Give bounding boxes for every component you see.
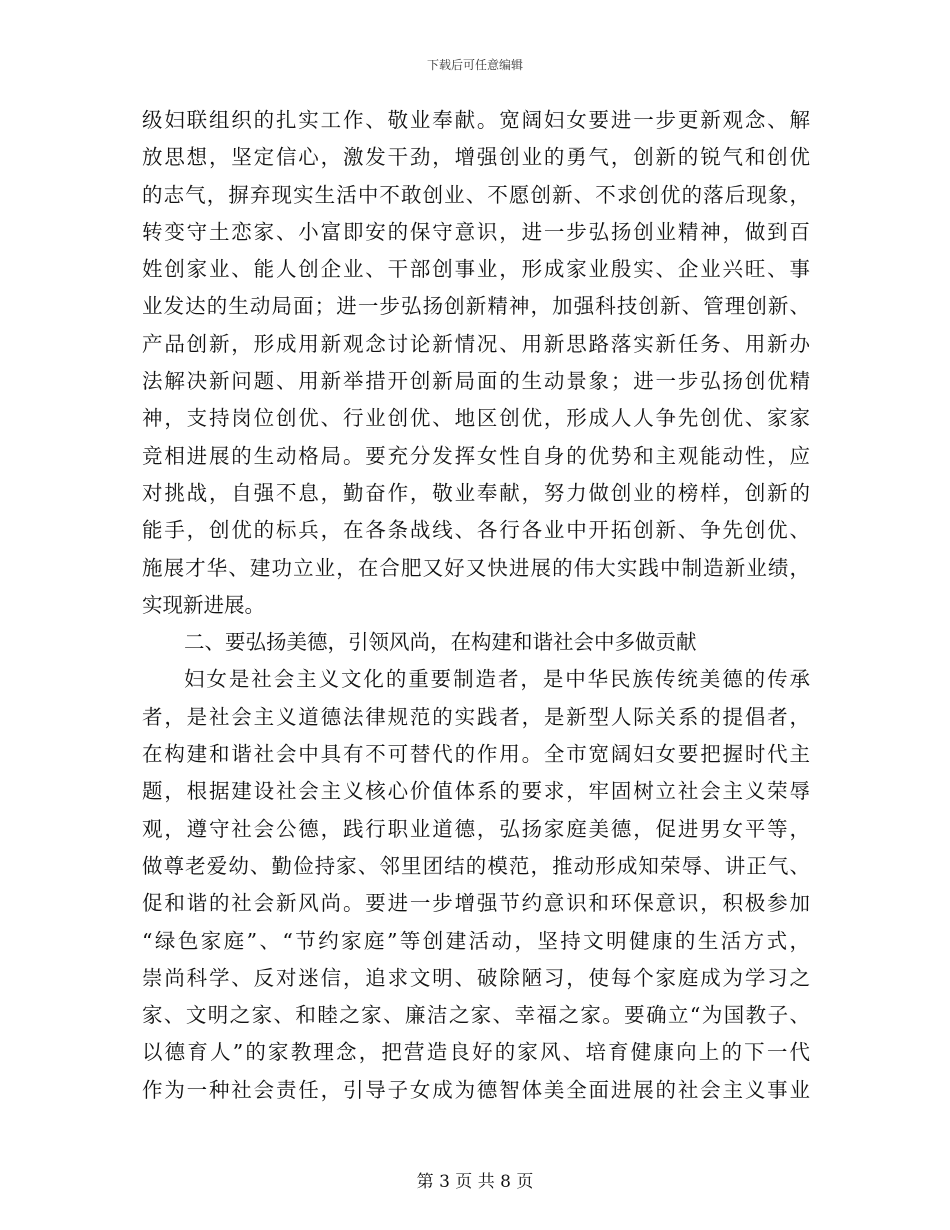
body-line: 姓创家业、能人创企业、干部创事业，形成家业殷实、企业兴旺、事 [142,257,810,282]
body-line: 级妇联组织的扎实工作、敬业奉献。宽阔妇女要进一步更新观念、解 [142,108,810,132]
body-line: “绿色家庭”、“节约家庭”等创建活动，坚持文明健康的生活方式， [142,928,810,953]
body-line: 产品创新，形成用新观念讨论新情况、用新思路落实新任务、用新办 [142,331,810,356]
body-line: 妇女是社会主义文化的重要制造者，是中华民族传统美德的传承 [184,667,810,692]
body-line: 者，是社会主义道德法律规范的实践者，是新型人际关系的提倡者， [142,704,810,729]
body-line: 法解决新问题、用新举措开创新局面的生动景象；进一步弘扬创优精 [142,369,810,394]
body-line: 神，支持岗位创优、行业创优、地区创优，形成人人争先创优、家家 [142,406,810,431]
body-line: 竞相进展的生动格局。要充分发挥女性自身的优势和主观能动性，应 [142,443,810,468]
body-line: 实现新进展。 [142,592,265,617]
document-body [142,102,810,1109]
body-line: 题，根据建设社会主义核心价值体系的要求，牢固树立社会主义荣辱 [142,779,810,804]
body-line: 业发达的生动局面；进一步弘扬创新精神，加强科技创新、管理创新、 [142,294,810,319]
body-line: 转变守土恋家、小富即安的保守意识，进一步弘扬创业精神，做到百 [142,219,810,244]
page-number-footer: 第 3 页 共 8 页 [416,1172,534,1192]
body-line: 做尊老爱幼、勤俭持家、邻里团结的模范，推动形成知荣辱、讲正气、 [142,853,810,878]
body-line: 施展才华、建功立业，在合肥又好又快进展的伟大实践中制造新业绩， [142,555,810,580]
body-line: 的志气，摒弃现实生活中不敢创业、不愿创新、不求创优的落后现象， [142,182,810,207]
section-heading: 二、要弘扬美德，引领风尚，在构建和谐社会中多做贡献 [184,630,697,655]
body-line: 家、文明之家、和睦之家、廉洁之家、幸福之家。要确立“为国教子、 [142,1003,810,1028]
body-line: 以德育人”的家教理念，把营造良好的家风、培育健康向上的下一代 [142,1040,810,1065]
body-line: 观，遵守社会公德，践行职业道德，弘扬家庭美德，促进男女平等， [142,816,810,841]
page-header-note: 下载后可任意编辑 [426,58,523,72]
body-line: 作为一种社会责任，引导子女成为德智体美全面进展的社会主义事业 [142,1077,810,1102]
body-line: 崇尚科学、反对迷信，追求文明、破除陋习，使每个家庭成为学习之 [142,965,810,990]
body-line: 促和谐的社会新风尚。要进一步增强节约意识和环保意识，积极参加 [142,891,810,916]
body-line: 在构建和谐社会中具有不可替代的作用。全市宽阔妇女要把握时代主 [142,742,810,767]
body-line: 能手，创优的标兵，在各条战线、各行各业中开拓创新、争先创优、 [142,518,810,543]
body-line: 对挑战，自强不息，勤奋作，敬业奉献，努力做创业的榜样，创新的 [142,480,810,505]
body-line: 放思想，坚定信心，激发干劲，增强创业的勇气，创新的锐气和创优 [142,145,810,170]
